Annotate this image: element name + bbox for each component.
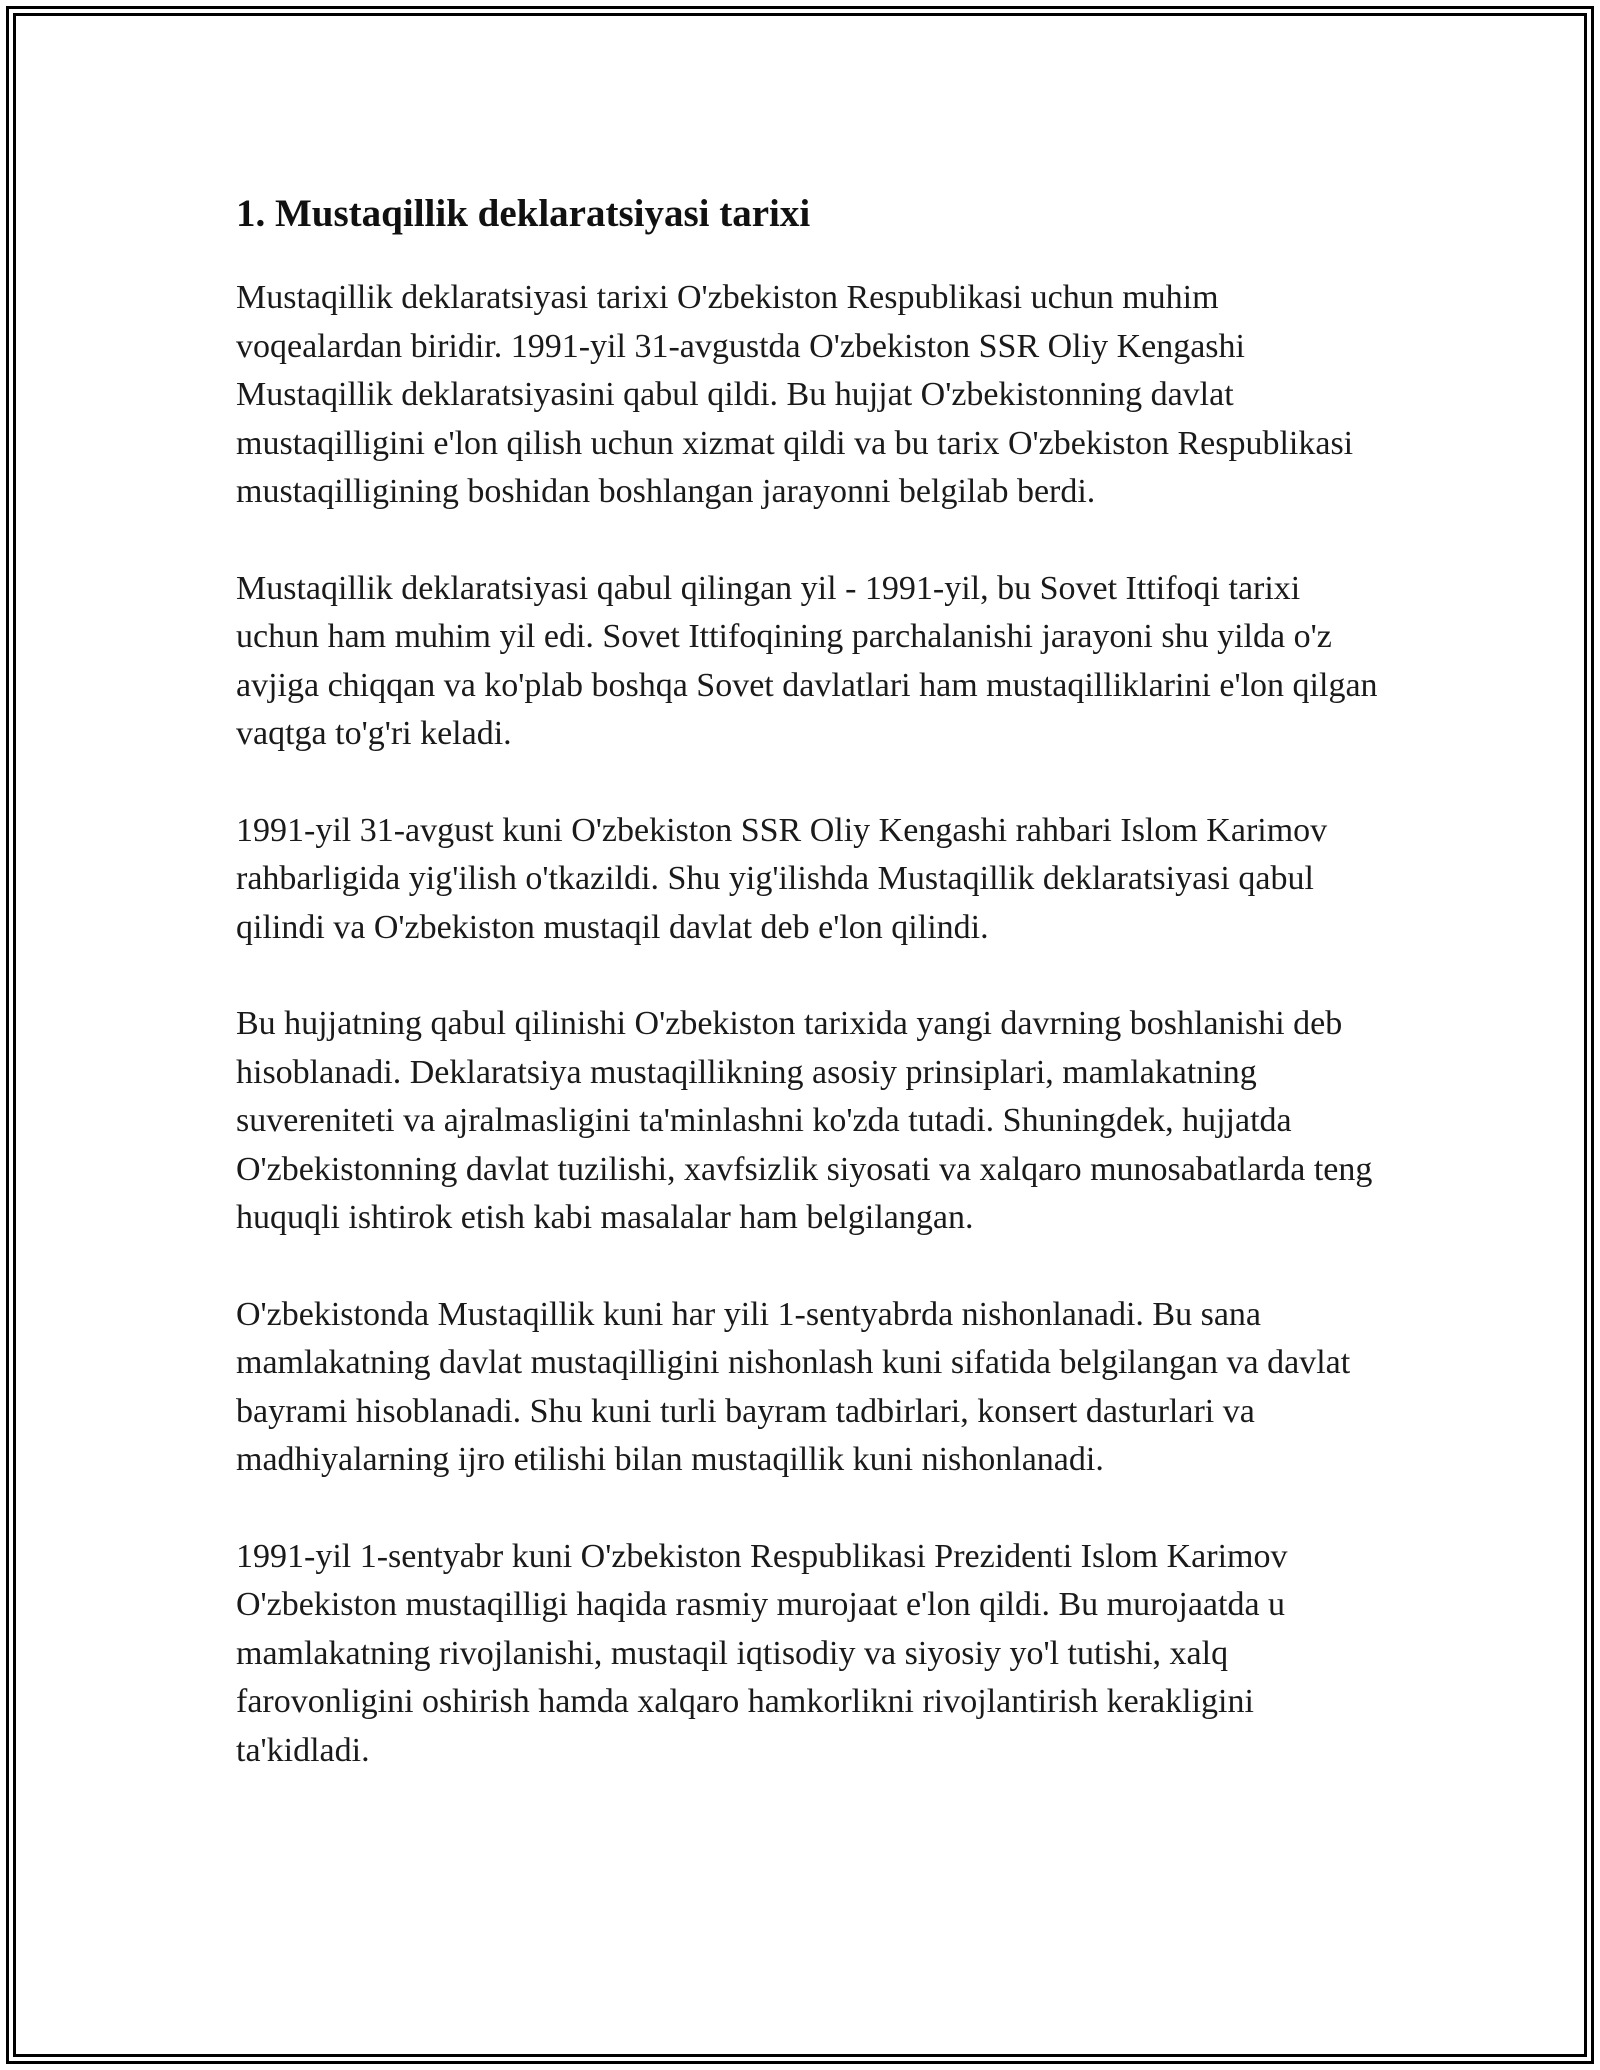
paragraph-3: 1991-yil 31-avgust kuni O'zbekiston SSR Oliy Kengashi rahbari Islom Karimov rahbarligida yig'ilish o'tkazildi. Shu yig'ilishda Mustaqillik deklaratsiyasi qabul qilindi va O'zbekiston mustaqil davlat deb e'lon qilindi. (236, 811, 1328, 946)
paragraph-6: 1991-yil 1-sentyabr kuni O'zbekiston Respublikasi Prezidenti Islom Karimov O'zbekiston mustaqilligi haqida rasmiy murojaat e'lon qildi. Bu murojaatda u mamlakatning rivojlanishi, mustaqil iqtisodiy va siyosiy yo'l tutishi, xalq farovonligini oshirish hamda xalqaro hamkorlikni rivojlantirish kerakligini ta'kidladi. (236, 1537, 1288, 1769)
paragraph-2: Mustaqillik deklaratsiyasi qabul qilingan yil - 1991-yil, bu Sovet Ittifoqi tarixi uchun ham muhim yil edi. Sovet Ittifoqining parchalanishi jarayoni shu yilda o'z avjiga chiqqan va ko'plab boshqa Sovet davlatlari ham mustaqilliklarini e'lon qilgan vaqtga to'g'ri keladi. (236, 569, 1378, 752)
paragraph-1: Mustaqillik deklaratsiyasi tarixi O'zbekiston Respublikasi uchun muhim voqealardan biridir. 1991-yil 31-avgustda O'zbekiston SSR Oliy Kengashi Mustaqillik deklaratsiyasini qabul qildi. Bu hujjat O'zbekistonning davlat mustaqilligini e'lon qilish uchun xizmat qildi va bu tarix O'zbekiston Respublikasi mustaqilligining boshidan boshlangan jarayonni belgilab berdi. (236, 279, 1354, 510)
document-body (236, 186, 1386, 1823)
document-title: 1. Mustaqillik deklaratsiyasi tarixi (236, 192, 811, 235)
paragraph-4: Bu hujjatning qabul qilinishi O'zbekiston tarixida yangi davrning boshlanishi deb hisoblanadi. Deklaratsiya mustaqillikning asosiy prinsiplari, mamlakatning suvereniteti va ajralmasligini ta'minlashni ko'zda tutadi. Shuningdek, hujjatda O'zbekistonning davlat tuzilishi, xavfsizlik siyosati va xalqaro munosabatlarda teng huquqli ishtirok etish kabi masalalar ham belgilangan. (236, 1005, 1373, 1236)
paragraph-5: O'zbekistonda Mustaqillik kuni har yili 1-sentyabrda nishonlanadi. Bu sana mamlakatning davlat mustaqilligini nishonlash kuni sifatida belgilangan va davlat bayrami hisoblanadi. Shu kuni turli bayram tadbirlari, konsert dasturlari va madhiyalarning ijro etilishi bilan mustaqillik kuni nishonlanadi. (236, 1295, 1351, 1478)
